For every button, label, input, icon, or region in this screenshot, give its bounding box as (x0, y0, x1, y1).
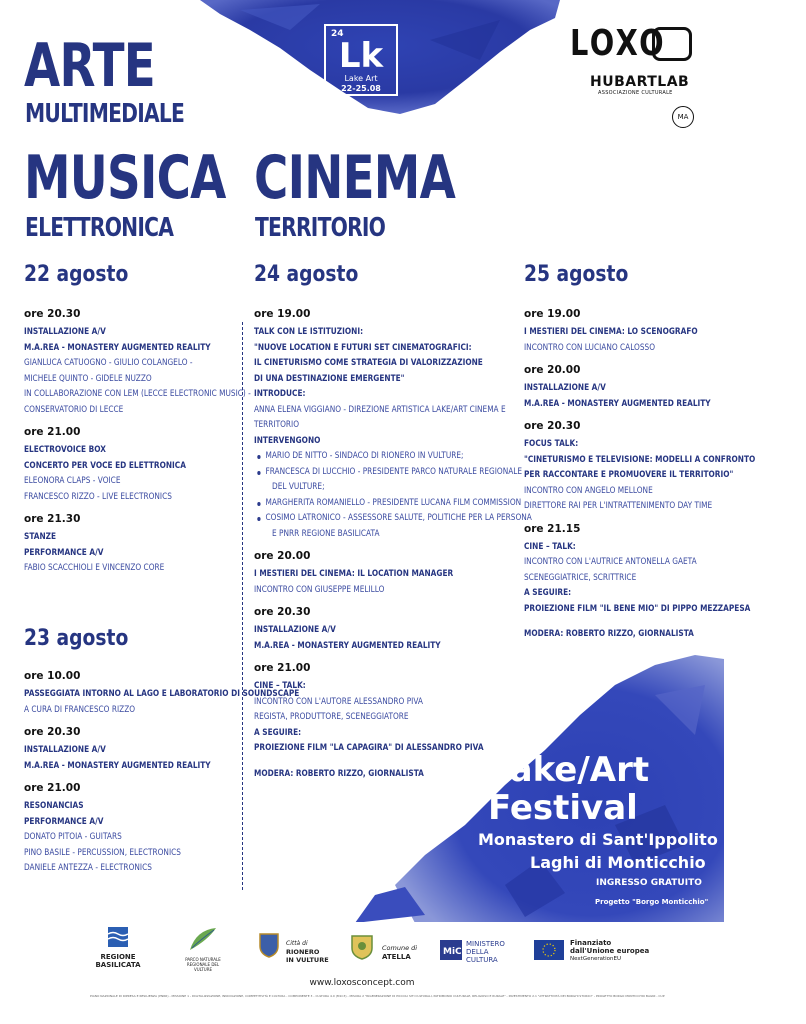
event-time: ore 10.00 (24, 670, 81, 682)
date-25: 25 agosto (524, 262, 629, 287)
event-line: COSIMO LATRONICO - ASSESSORE SALUTE, POLITICHE PER LA PERSONA (254, 511, 532, 527)
event-line: PROIEZIONE FILM "IL BENE MIO" DI PIPPO MEZZAPESA (524, 603, 751, 614)
festival-title-2: Festival (488, 788, 638, 828)
sponsor-footer: REGIONE BASILICATA PARCO NATURALE REGIONALE DEL VULTURE Città di RIONERO IN VULTURE Comune di ATELLA MiC MINISTERO DELLA CULTURA Finanziato dall'Unione europea NextGenerationEU www.loxosconcept.com PIANO NAZIONALE DI RIPRESA E RESILIENZA (PNRR) - MISSIONE 1 - DIGITALIZZAZIONE, INNOVAZIONE, COMPETITIVITÀ E CULTURA - COMPONENTE 3 - CULTURA 4.0 (M1C3) - MISURA 2 "RIGENERAZIONE DI PICCOLI SITI CULTURALI, PATRIMONIO CULTURALE, RELIGIOSO E RURALE" - INVESTIMENTO 2.1 "ATTRATTIVITÀ DEI BORGHI STORICI" - PROGETTO BORGO MONTICCHIO BAGNI - CUP (0, 922, 724, 1024)
event-line: MODERA: ROBERTO RIZZO, GIORNALISTA (254, 768, 424, 779)
headline-elettronica: ELETTRONICA (25, 213, 174, 243)
event-line: M.A.REA - MONASTERY AUGMENTED REALITY (24, 342, 211, 353)
event-line: TALK CON LE ISTITUZIONI: (254, 327, 364, 337)
event-line: INCONTRO CON L'AUTRICE ANTONELLA GAETA (524, 557, 697, 567)
loxo-mark-icon (652, 27, 692, 61)
lk-name: Lake Art (344, 74, 378, 83)
event-line: I MESTIERI DEL CINEMA: IL LOCATION MANAGER (254, 569, 454, 579)
hubartlab-wordmark: HUBARTLAB (590, 74, 690, 90)
event-line: INCONTRO CON GIUSEPPE MELILLO (254, 584, 385, 595)
event-time: ore 21.30 (24, 513, 81, 525)
event-spacer (524, 617, 755, 627)
event-time: ore 21.15 (524, 522, 581, 535)
event-time: ore 20.00 (524, 364, 581, 376)
event-line: FRANCESCA DI LUCCHIO - PRESIDENTE PARCO NATURALE REGIONALE (254, 465, 532, 481)
event-gap (524, 515, 806, 523)
event-line: "NUOVE LOCATION E FUTURI SET CINEMATOGRAFICI: (254, 342, 472, 353)
event-line: REGISTA, PRODUTTORE, SCENEGGIATORE (254, 712, 409, 722)
event-line: PINO BASILE - PERCUSSION, ELECTRONICS (24, 847, 181, 858)
event-line: STANZE (24, 532, 57, 542)
festival-place-2: Laghi di Monticchio (530, 853, 706, 872)
event-line: IL CINETURISMO COME STRATEGIA DI VALORIZZAZIONE (254, 358, 483, 368)
atella-crest-icon (350, 932, 374, 960)
headline-arte: ARTE (24, 31, 155, 101)
event-line: MARIO DE NITTO - SINDACO DI RIONERO IN VULTURE; (254, 449, 532, 465)
event-time: ore 20.00 (254, 550, 311, 562)
event-line: ELEONORA CLAPS - VOICE (24, 476, 121, 486)
event-line: DEL VULTURE; (272, 482, 325, 492)
headline-territorio: TERRITORIO (255, 213, 386, 243)
event-line: I MESTIERI DEL CINEMA: LO SCENOGRAFO (524, 327, 698, 337)
loxo-logo (570, 23, 700, 96)
mic-icon (440, 940, 462, 960)
loxo-wordmark: LOXO (570, 23, 667, 64)
festival-title-1: Lake/Art (488, 750, 650, 790)
lake-art-logo (324, 24, 398, 96)
event-line: DI UNA DESTINAZIONE EMERGENTE" (254, 373, 405, 384)
event-line: FRANCESCO RIZZO - LIVE ELECTRONICS (24, 491, 172, 502)
event-line: A CURA DI FRANCESCO RIZZO (24, 704, 136, 715)
event-line: INCONTRO CON ANGELO MELLONE (524, 485, 653, 496)
event-line: CONSERVATORIO DI LECCE (24, 404, 124, 415)
event-time: ore 20.30 (524, 420, 581, 432)
lk-symbol: Lk (338, 36, 384, 76)
event-line: INSTALLAZIONE A/V (24, 327, 106, 337)
event-line: INCONTRO CON L'AUTORE ALESSANDRO PIVA (254, 696, 423, 707)
event-time: ore 21.00 (24, 426, 81, 438)
event-line: PASSEGGIATA INTORNO AL LAGO E LABORATORIO DI SOUNDSCAPE (24, 689, 300, 699)
event-line: DONATO PITOIA - GUITARS (24, 832, 122, 842)
event-line: CONCERTO PER VOCE ED ELETTRONICA (24, 460, 186, 471)
event-time: ore 20.30 (254, 606, 311, 618)
event-line: INTERVENGONO (254, 435, 321, 446)
event-line: MARGHERITA ROMANIELLO - PRESIDENTE LUCANA FILM COMMISSION (254, 496, 532, 512)
hubartlab-subtitle: ASSOCIAZIONE CULTURALE (598, 90, 673, 96)
event-line: M.A.REA - MONASTERY AUGMENTED REALITY (24, 760, 211, 771)
legal-text: PIANO NAZIONALE DI RIPRESA E RESILIENZA (PNRR) - MISSIONE 1 - DIGITALIZZAZIONE, INNOVAZIONE, COMPETITIVITÀ E CULTURA - COMPONENTE 3 - CULTURA 4.0 (M1C3) - MISURA 2 "RIGENERAZIONE DI PICCOLI SITI CULTURALI, PATRIMONIO CULTURALE, RELIGIOSO E RURALE" - INVESTIMENTO 2.1 "ATTRATTIVITÀ DEI BORGHI STORICI" - PROGETTO BORGO MONTICCHIO BAGNI - CUP (90, 994, 665, 998)
event-line: FABIO SCACCHIOLI E VINCENZO CORE (24, 563, 165, 573)
event-line: RESONANCIAS (24, 801, 84, 811)
festival-project: Progetto "Borgo Monticchio" (595, 898, 709, 906)
rionero-crest-icon (258, 932, 280, 958)
date-23: 23 agosto (24, 626, 129, 651)
svg-text:MiC: MiC (443, 947, 462, 957)
event-line: ANNA ELENA VIGGIANO - DIREZIONE ARTISTICA LAKE/ART CINEMA E (254, 404, 506, 415)
logo-parco-vulture: PARCO NATURALE REGIONALE DEL VULTURE (178, 926, 228, 972)
eu-flag-icon (534, 940, 564, 960)
event-line: INTRODUCE: (254, 389, 306, 399)
event-time: ore 21.00 (254, 662, 311, 674)
event-line: ELECTROVOICE BOX (24, 445, 106, 455)
event-line: GIANLUCA CATUOGNO - GIULIO COLANGELO - (24, 358, 193, 368)
event-line: IN COLLABORAZIONE CON LEM (LECCE ELECTRONIC MUSIC) - (24, 389, 251, 399)
date-24: 24 agosto (254, 262, 359, 287)
event-line: FOCUS TALK: (524, 439, 579, 449)
event-line: DANIELE ANTEZZA - ELECTRONICS (24, 863, 152, 873)
event-time: ore 19.00 (524, 308, 581, 320)
event-line: MODERA: ROBERTO RIZZO, GIORNALISTA (524, 629, 694, 639)
event-line: PERFORMANCE A/V (24, 547, 104, 558)
event-line: "CINETURISMO E TELEVISIONE: MODELLI A CONFRONTO (524, 454, 756, 465)
parco-leaf-icon (186, 926, 220, 952)
lk-number: 24 (331, 29, 344, 39)
event-time: ore 19.00 (254, 308, 311, 320)
event-line: INSTALLAZIONE A/V (254, 625, 336, 635)
event-gap (254, 654, 593, 662)
event-line: CINE – TALK: (524, 541, 576, 552)
event-line: CINE – TALK: (254, 681, 306, 691)
event-line: DIRETTORE RAI PER L'INTRATTENIMENTO DAY TIME (524, 501, 713, 511)
ma-badge-icon: MA (672, 106, 694, 128)
event-line: A SEGUIRE: (524, 588, 572, 598)
event-time: ore 20.30 (24, 726, 81, 738)
event-gap (524, 356, 806, 364)
event-line: TERRITORIO (254, 420, 300, 430)
event-line: M.A.REA - MONASTERY AUGMENTED REALITY (524, 398, 711, 409)
event-line: PROIEZIONE FILM "LA CAPAGIRA" DI ALESSANDRO PIVA (254, 743, 484, 753)
festival-place-1: Monastero di Sant'Ippolito (478, 830, 718, 849)
regione-shield-icon (107, 926, 129, 948)
event-time: ore 20.30 (24, 308, 81, 320)
program-25-agosto (524, 308, 806, 643)
event-time: ore 21.00 (24, 782, 81, 794)
event-line: E PNRR REGIONE BASILICATA (272, 528, 380, 539)
event-line: SCENEGGIATRICE, SCRITTRICE (524, 572, 637, 583)
event-line: INCONTRO CON LUCIANO CALOSSO (524, 342, 656, 353)
lk-dates: 22-25.08 (341, 84, 381, 93)
website-link[interactable]: www.loxosconcept.com (309, 978, 415, 988)
logo-regione-basilicata: REGIONE BASILICATA (78, 926, 158, 969)
headline-cinema: CINEMA (254, 143, 456, 213)
event-line: M.A.REA - MONASTERY AUGMENTED REALITY (254, 640, 441, 651)
event-line: INSTALLAZIONE A/V (24, 745, 106, 755)
event-line: A SEGUIRE: (254, 727, 302, 738)
date-22: 22 agosto (24, 262, 129, 287)
headline-musica: MUSICA (24, 143, 226, 213)
headline-multimediale: MULTIMEDIALE (25, 99, 185, 129)
event-gap (524, 412, 806, 420)
event-line: PERFORMANCE A/V (24, 816, 104, 827)
festival-free-entry: INGRESSO GRATUITO (596, 878, 702, 888)
event-line: MICHELE QUINTO - GIDELE NUZZO (24, 373, 152, 384)
event-line: INSTALLAZIONE A/V (524, 383, 606, 393)
event-line: PER RACCONTARE E PROMUOVERE IL TERRITORIO" (524, 470, 734, 480)
